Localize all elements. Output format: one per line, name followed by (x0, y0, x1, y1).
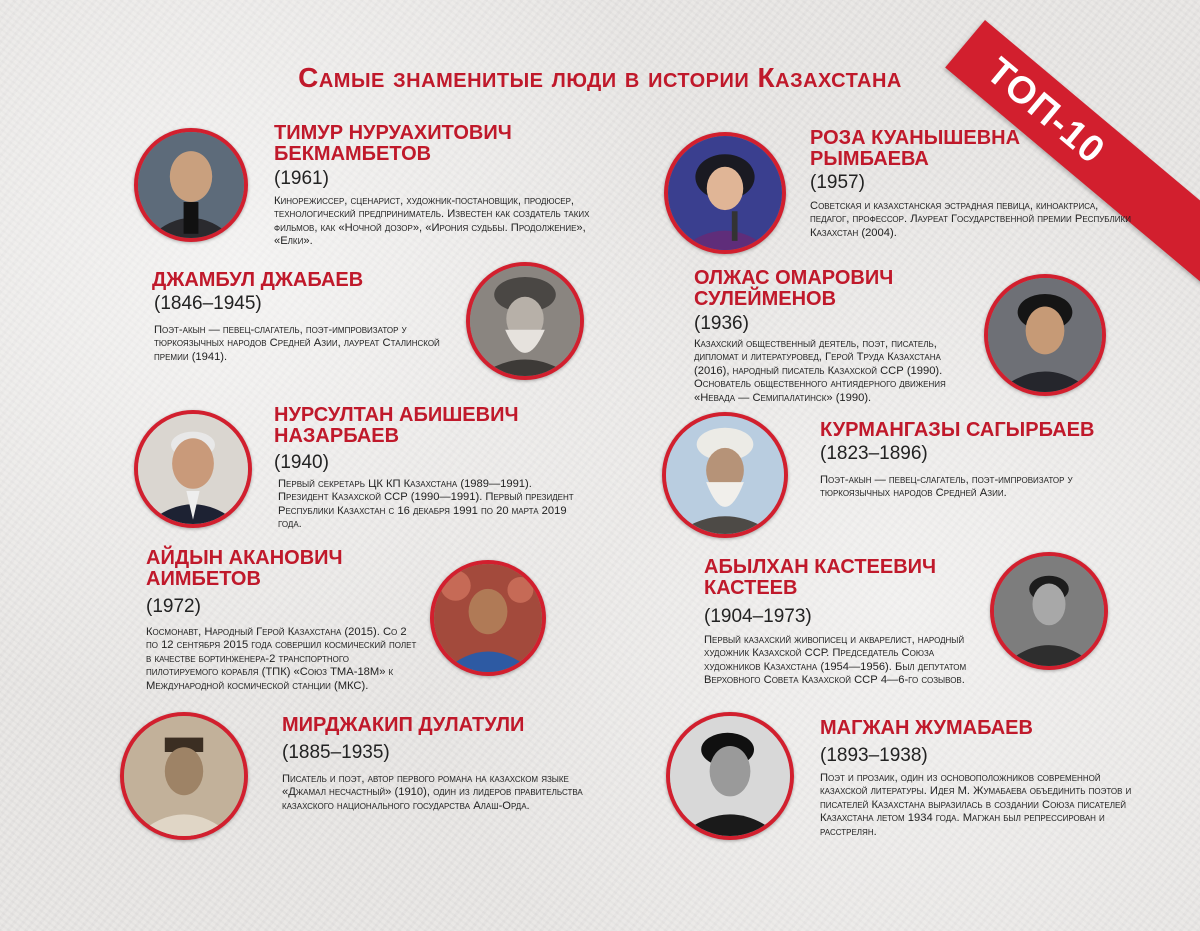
name-nazarbaev: НУРСУЛТАН АБИШЕВИЧ НАЗАРБАЕВ (274, 404, 519, 447)
desc-nazarbaev: Первый секретарь ЦК КП Казахстана (1989—1991). Президент Казахской ССР (1990—1991). Первый президент Республики Казахстан с 16 декабря 1991 по 20 марта 2019 года. (278, 478, 574, 531)
years-zhumabaev: (1893–1938) (820, 745, 928, 766)
desc-dzhabaev: Поэт-акын — певец-слагатель, поэт-импровизатор у тюркоязычных народов Средней Азии, лауреат Сталинской премии (1941). (154, 324, 440, 363)
years-rymbaeva: (1957) (810, 172, 865, 193)
top10-badge: ТОП-10 (978, 49, 1113, 172)
years-nazarbaev: (1940) (274, 452, 329, 473)
desc-bekmambetov: Кинорежиссер, сценарист, художник-постановщик, продюсер, технологический предприниматель. Известен как создатель таких фильмов, как «Ночной дозор», «Ирония судьбы. Продолжение», «Елки». (274, 195, 590, 248)
name-kurmangazy: КУРМАНГАЗЫ САГЫРБАЕВ (820, 419, 1095, 441)
page-title: Самые знаменитые люди в истории Казахстана (298, 62, 902, 93)
portrait-kasteev (990, 552, 1108, 670)
portrait-rymbaeva (664, 132, 786, 254)
name-kasteev: АБЫЛХАН КАСТЕЕВИЧ КАСТЕЕВ (704, 556, 937, 599)
name-dzhabaev: ДЖАМБУЛ ДЖАБАЕВ (152, 269, 364, 291)
portrait-bekmambetov (134, 128, 248, 242)
portrait-kurmangazy (662, 412, 788, 538)
years-suleimenov: (1936) (694, 313, 749, 334)
years-kurmangazy: (1823–1896) (820, 443, 928, 464)
portrait-dulatuli (120, 712, 248, 840)
name-rymbaeva: РОЗА КУАНЫШЕВНА РЫМБАЕВА (810, 127, 1021, 170)
portrait-aimbetov (430, 560, 546, 676)
portrait-dzhabaev (466, 262, 584, 380)
portrait-suleimenov (984, 274, 1106, 396)
desc-kurmangazy: Поэт-акын — певец-слагатель, поэт-импровизатор у тюркоязычных народов Средней Азии. (820, 474, 1073, 500)
desc-dulatuli: Писатель и поэт, автор первого романа на казахском языке «Джамал несчастный» (1910), один из лидеров правительства казахского национального государства Алаш-Орда. (282, 773, 583, 812)
years-bekmambetov: (1961) (274, 168, 329, 189)
portrait-nazarbaev (134, 410, 252, 528)
desc-suleimenov: Казахский общественный деятель, поэт, писатель, дипломат и литературовед, Герой Труда Казахстана (2016), народный писатель Казахской ССР (1990). Основатель общественного антиядерного движения «Невада — Семипалатинск» (1990). (694, 338, 946, 404)
years-kasteev: (1904–1973) (704, 606, 812, 627)
desc-rymbaeva: Советская и казахстанская эстрадная певица, киноактриса, педагог, профессор. Лауреат Государственной премии Республики Казахстан (2004). (810, 200, 1131, 239)
desc-kasteev: Первый казахский живописец и акварелист, народный художник Казахской ССР. Председатель Союза художников Казахстана (1954—1956). Был депутатом Верховного Совета Казахской ССР 4—6-го созывов. (704, 634, 967, 687)
portrait-zhumabaev (666, 712, 794, 840)
years-dzhabaev: (1846–1945) (154, 293, 262, 314)
desc-zhumabaev: Поэт и прозаик, один из основоположников современной казахской литературы. Идея М. Жумабаева объединить поэтов и писателей Казахстана выразилась в создании Союза писателей Казахстана летом 1934 года. Магжан был репрессирован и расстрелян. (820, 772, 1132, 838)
name-suleimenov: ОЛЖАС ОМАРОВИЧ СУЛЕЙМЕНОВ (694, 267, 894, 310)
name-dulatuli: МИРДЖАКИП ДУЛАТУЛИ (282, 714, 525, 736)
name-zhumabaev: МАГЖАН ЖУМАБАЕВ (820, 717, 1033, 739)
name-aimbetov: АЙДЫН АКАНОВИЧ АИМБЕТОВ (146, 547, 343, 590)
desc-aimbetov: Космонавт, Народный Герой Казахстана (2015). Со 2 по 12 сентября 2015 года совершил космический полет в качестве бортинженера-2 транспортного пилотируемого корабля (ТПК) «Союз ТМА-18М» к Международной космической станции (МКС). (146, 626, 417, 692)
years-aimbetov: (1972) (146, 596, 201, 617)
years-dulatuli: (1885–1935) (282, 742, 390, 763)
name-bekmambetov: ТИМУР НУРУАХИТОВИЧ БЕКМАМБЕТОВ (274, 122, 512, 165)
